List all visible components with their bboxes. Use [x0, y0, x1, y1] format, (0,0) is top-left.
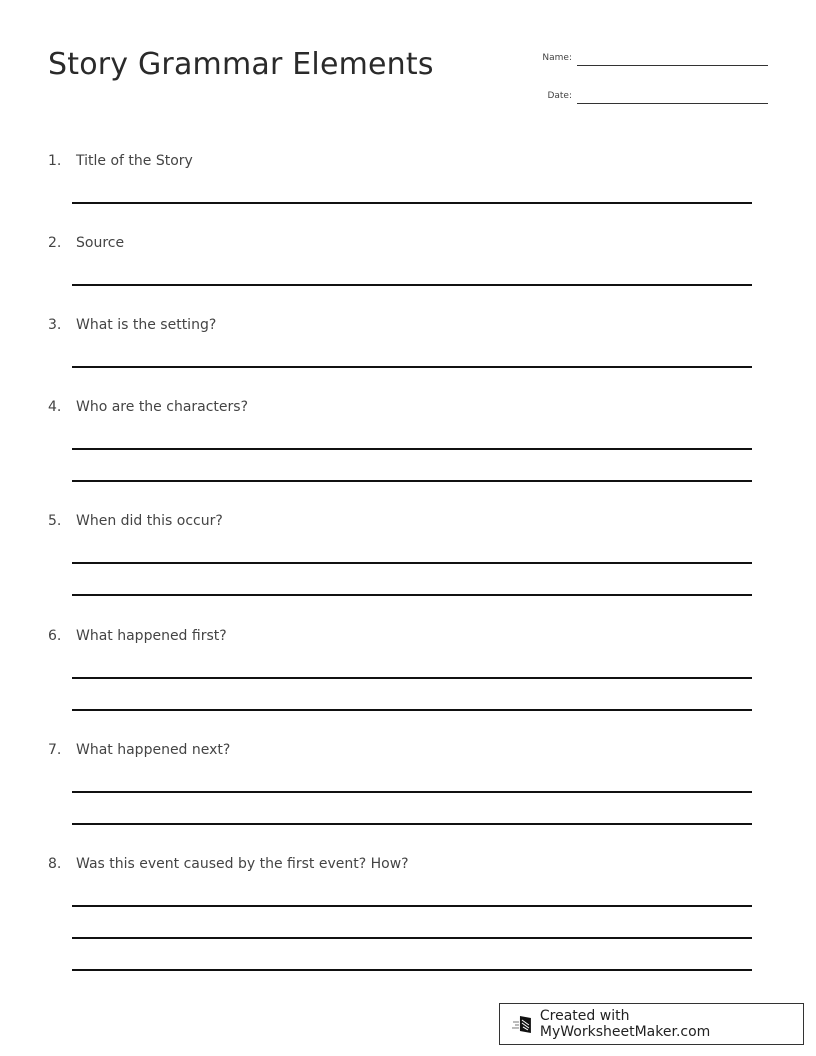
question-number: 1.	[48, 153, 62, 169]
question-6	[48, 628, 227, 644]
name-label: Name:	[542, 53, 572, 63]
question-text: What happened next?	[76, 742, 231, 758]
question-number: 4.	[48, 399, 62, 415]
question-number: 8.	[48, 856, 62, 872]
page-title: Story Grammar Elements	[48, 47, 434, 82]
answer-line-8-3[interactable]	[72, 969, 752, 971]
question-3	[48, 317, 216, 333]
answer-line-6-2[interactable]	[72, 709, 752, 711]
answer-line-5-1[interactable]	[72, 562, 752, 564]
question-text: Was this event caused by the first event? How?	[76, 856, 409, 872]
question-text: When did this occur?	[76, 513, 223, 529]
answer-line-5-2[interactable]	[72, 594, 752, 596]
date-label: Date:	[547, 91, 572, 101]
question-text: What is the setting?	[76, 317, 217, 333]
question-8	[48, 856, 409, 872]
question-number: 5.	[48, 513, 62, 529]
date-input-line[interactable]	[577, 103, 768, 104]
badge-text: Created with MyWorksheetMaker.com	[539, 1008, 711, 1040]
question-2	[48, 235, 124, 251]
question-1	[48, 153, 193, 169]
question-text: Title of the Story	[76, 153, 193, 169]
name-input-line[interactable]	[577, 65, 768, 66]
name-field[interactable]	[520, 46, 768, 66]
answer-line-1-1[interactable]	[72, 202, 752, 204]
question-text: Source	[76, 235, 125, 251]
answer-line-7-1[interactable]	[72, 791, 752, 793]
question-number: 7.	[48, 742, 62, 758]
worksheet-logo-icon	[512, 1013, 534, 1035]
answer-line-8-1[interactable]	[72, 905, 752, 907]
answer-line-4-2[interactable]	[72, 480, 752, 482]
answer-line-6-1[interactable]	[72, 677, 752, 679]
date-field[interactable]	[520, 84, 768, 104]
question-number: 6.	[48, 628, 62, 644]
answer-line-2-1[interactable]	[72, 284, 752, 286]
question-5	[48, 513, 223, 529]
answer-line-3-1[interactable]	[72, 366, 752, 368]
answer-line-7-2[interactable]	[72, 823, 752, 825]
answer-line-4-1[interactable]	[72, 448, 752, 450]
question-4	[48, 399, 248, 415]
myworksheetmaker-badge[interactable]	[499, 1003, 804, 1045]
question-text: Who are the characters?	[76, 399, 249, 415]
question-number: 2.	[48, 235, 62, 251]
question-number: 3.	[48, 317, 62, 333]
answer-line-8-2[interactable]	[72, 937, 752, 939]
question-text: What happened first?	[76, 628, 227, 644]
question-7	[48, 742, 230, 758]
